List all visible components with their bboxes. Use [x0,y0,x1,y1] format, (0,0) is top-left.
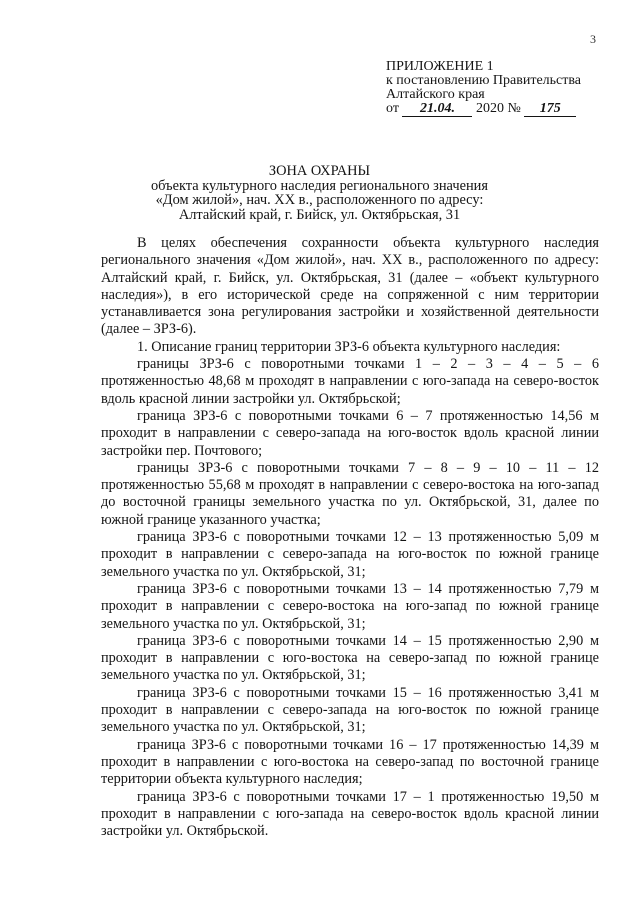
appendix-title: ПРИЛОЖЕНИЕ 1 [386,59,494,74]
appendix-date-line [386,102,581,116]
from-label: от [386,101,399,116]
paragraph-boundary-8: граница ЗРЗ-6 с поворотными точками 16 – 17 протяженностью 14,39 м проходит в направлении с юго-востока на северо-запад по восточной границе территории объекта культурного наследия; [101,736,599,788]
number-sign: № [507,101,521,116]
page-number: 3 [590,32,596,46]
appendix-block [386,60,581,116]
document-heading [0,164,639,222]
paragraph-boundary-9: граница ЗРЗ-6 с поворотными точками 17 – 1 протяженностью 19,50 м проходит в направлении с юго-запада на северо-восток вдоль красной линии застройки ул. Октябрьской. [101,788,599,840]
paragraph-section-1: 1. Описание границ территории ЗРЗ-6 объекта культурного наследия: [137,338,561,355]
paragraph-boundary-6: граница ЗРЗ-6 с поворотными точками 14 – 15 протяженностью 2,90 м проходит в направлении с юго-востока на северо-запад по южной границе земельного участка по ул. Октябрьской, 31; [101,632,599,684]
number-field: 175 [524,102,576,117]
paragraph-boundary-3: границы ЗРЗ-6 с поворотными точками 7 – 8 – 9 – 10 – 11 – 12 протяженностью 55,68 м проходят в направлении с северо-востока на юго-запад до восточной границы земельного участка по ул. Октябрьской, 31, далее по южной границе указанного участка; [101,459,599,528]
paragraph-boundary-1: границы ЗРЗ-6 с поворотными точками 1 – 2 – 3 – 4 – 5 – 6 протяженностью 48,68 м проходят в направлении с юго-запада на северо-восток вдоль красной линии застройки ул. Октябрьской; [101,356,599,407]
year: 2020 [475,101,504,116]
heading-line-1: объекта культурного наследия регионального значения [150,177,489,194]
paragraph-intro: В целях обеспечения сохранности объекта культурного наследия регионального значения «Дом жилой», нач. XX в., расположенного по адресу: Алтайский край, г. Бийск, ул. Октябрьская, 31 (далее – «объект культурного наследия»), в его исторической среде на сопряженной с ним территории устанавливается зона регулирования застройки и хозяйственной деятельности (далее – ЗРЗ-6). [101,235,599,338]
paragraph-boundary-5: граница ЗРЗ-6 с поворотными точками 13 – 14 протяженностью 7,79 м проходит в направлении с северо-востока на юго-запад по южной границе земельного участка по ул. Октябрьской, 31; [101,580,599,632]
appendix-line-2: к постановлению Правительства [386,73,582,88]
appendix-line-3: Алтайского края [386,87,485,102]
heading-title: ЗОНА ОХРАНЫ [268,163,371,179]
document-body [101,235,599,840]
heading-line-2: «Дом жилой», нач. XX в., расположенного по адресу: [155,192,484,208]
heading-line-3: Алтайский край, г. Бийск, ул. Октябрьская, 31 [178,206,461,223]
paragraph-boundary-2: граница ЗРЗ-6 с поворотными точками 6 – 7 протяженностью 14,56 м проходит в направлении с северо-запада на юго-восток вдоль красной линии застройки пер. Почтового; [101,407,599,459]
paragraph-boundary-7: граница ЗРЗ-6 с поворотными точками 15 – 16 протяженностью 3,41 м проходит в направлении с северо-запада на юго-восток по южной границе земельного участка по ул. Октябрьской, 31; [101,684,599,736]
date-field: 21.04. [402,102,472,117]
paragraph-boundary-4: граница ЗРЗ-6 с поворотными точками 12 – 13 протяженностью 5,09 м проходит в направлении с северо-запада на юго-восток по южной границе земельного участка по ул. Октябрьской, 31; [101,529,599,580]
